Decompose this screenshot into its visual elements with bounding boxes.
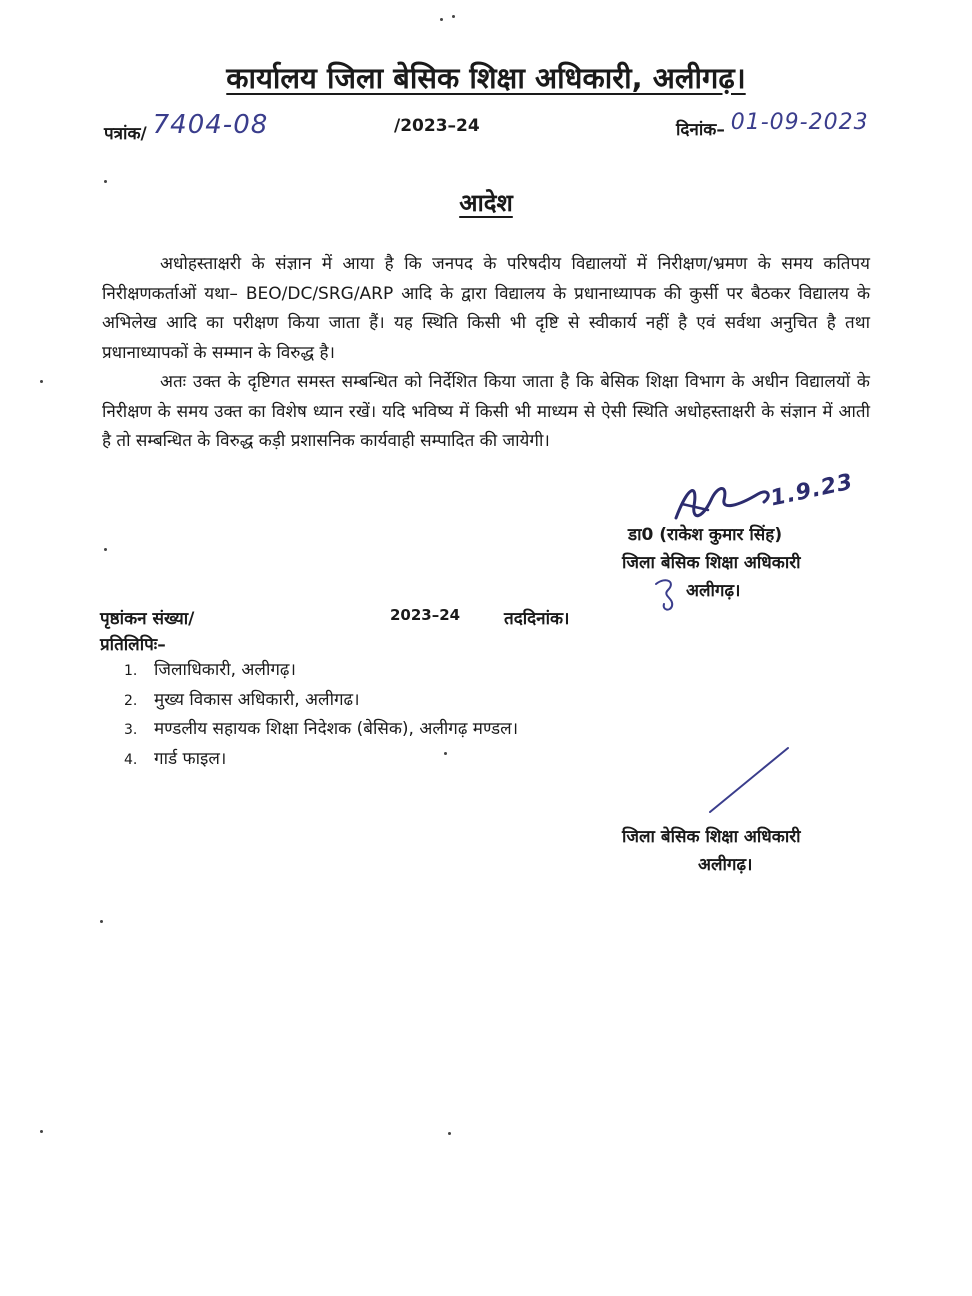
initial-mark-icon bbox=[650, 574, 684, 614]
date-value: 01-09-2023 bbox=[730, 110, 869, 135]
recipient-list bbox=[124, 656, 518, 774]
session-text: /2023–24 bbox=[394, 116, 480, 136]
letter-date bbox=[676, 110, 869, 141]
scan-speck bbox=[40, 1130, 43, 1133]
signatory-name: डा0 (राकेश कुमार सिंह) bbox=[628, 525, 783, 545]
signatory-place: अलीगढ़। bbox=[686, 581, 741, 601]
letter-reference bbox=[104, 110, 269, 146]
scan-speck bbox=[104, 180, 107, 183]
order-title: आदेश bbox=[459, 189, 513, 217]
paragraph-1: अधोहस्ताक्षरी के संज्ञान में आया है कि जनपद के परिषदीय विद्यालयों में निरीक्षण/भ्रमण के समय कतिपय निरीक्षणकर्ताओं यथा– BEO/DC/SRG/ARP आदि के द्वारा विद्यालय के प्रधानाध्यापक की कुर्सी पर बैठकर विद्यालय के अभिलेख आदि का परीक्षण किया जाता हैं। यह स्थिति किसी भी दृष्टि से स्वीकार्य नहीं है एवं सर्वथा अनुचित है तथा प्रधानाध्यापकों के सम्मान के विरुद्ध है। bbox=[102, 254, 870, 363]
endorsement-date: तददिनांक। bbox=[504, 609, 570, 629]
office-heading bbox=[0, 58, 972, 97]
scan-speck bbox=[100, 920, 103, 923]
list-item: 4. गार्ड फाइल। bbox=[124, 748, 227, 769]
office-title: कार्यालय जिला बेसिक शिक्षा अधिकारी, अलीगढ़। bbox=[226, 61, 746, 95]
order-heading bbox=[0, 186, 972, 219]
endorsement-label: पृष्ठांकन संख्या/ bbox=[100, 609, 195, 629]
scan-speck bbox=[452, 15, 455, 18]
footer-place: अलीगढ़। bbox=[698, 855, 753, 875]
list-item: 1. जिलाधिकारी, अलीगढ़। bbox=[124, 660, 296, 680]
paragraph-2: अतः उक्त के दृष्टिगत समस्त सम्बन्धित को निर्देशित किया जाता है कि बेसिक शिक्षा विभाग के अधीन विद्यालयों के निरीक्षण के समय उक्त का विशेष ध्यान रखें। यदि भविष्य में किसी भी माध्यम से ऐसी स्थिति अधोहस्ताक्षरी के संज्ञान में आती है तो सम्बन्धित के विरुद्ध कड़ी प्रशासनिक कार्यवाही सम्पादित की जायेगी। bbox=[102, 372, 870, 451]
order-body bbox=[102, 250, 870, 457]
date-label: दिनांक– bbox=[676, 120, 725, 140]
footer-designation: जिला बेसिक शिक्षा अधिकारी bbox=[622, 827, 801, 847]
signature-date: 1.9.23 bbox=[768, 469, 856, 512]
scan-speck bbox=[104, 548, 107, 551]
scan-speck bbox=[448, 1132, 451, 1135]
letter-number: 7404-08 bbox=[152, 110, 269, 140]
list-item: 2. मुख्य विकास अधिकारी, अलीगढ। bbox=[124, 689, 360, 710]
scan-speck bbox=[40, 380, 43, 383]
list-item: 3. मण्डलीय सहायक शिक्षा निदेशक (बेसिक), अलीगढ़ मण्डल। bbox=[124, 719, 519, 739]
letter-label: पत्रांक/ bbox=[104, 124, 147, 144]
copy-label: प्रतिलिपिः– bbox=[100, 635, 166, 655]
endorsement-signature-image bbox=[700, 744, 796, 816]
scan-speck bbox=[440, 18, 443, 21]
endorsement-session: 2023–24 bbox=[390, 606, 461, 624]
signatory-designation: जिला बेसिक शिक्षा अधिकारी bbox=[622, 553, 801, 573]
